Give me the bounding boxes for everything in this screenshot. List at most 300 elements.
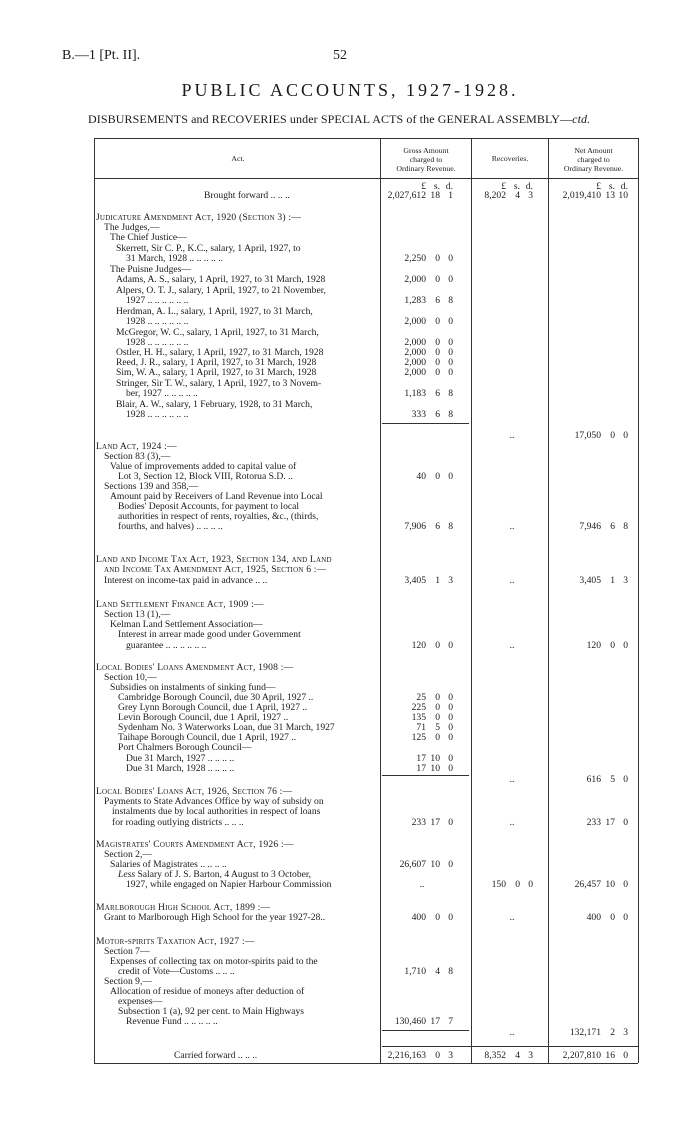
total-rule-top [382, 1046, 638, 1047]
gross-amount-pence: 0 [448, 732, 453, 743]
gross-amount-shillings: 6 [435, 388, 440, 399]
table-row [96, 389, 636, 399]
table-row [96, 787, 636, 797]
table-row [96, 880, 636, 890]
gross-amount-shillings: 0 [435, 712, 440, 723]
gross-amount [382, 818, 453, 828]
act-heading: Magistrates' Courts Amendment Act, 1926 :— [96, 840, 294, 850]
table-row [96, 244, 636, 254]
net-amount-pence: 0 [623, 912, 628, 923]
net-amount-shillings: 6 [610, 521, 615, 532]
gross-amount-pounds: 26,607 [399, 859, 426, 870]
gross-amount-pounds: 17 [416, 753, 426, 764]
gross-amount-pounds: 17 [416, 763, 426, 774]
table-row [96, 565, 636, 575]
column-header-net [549, 146, 638, 173]
row-description: fourths, and halves) .. .. .. .. [118, 522, 223, 532]
table-row [96, 522, 636, 532]
row-description: Value of improvements added to capital value of [110, 462, 297, 472]
gross-amount-shillings: 6 [435, 521, 440, 532]
units-recoveries: £ s. d. [501, 181, 533, 192]
gross-amount-pounds: 2,216,163 [387, 1050, 426, 1061]
act-heading: and Income Tax Amendment Act, 1925, Section 6 :— [104, 565, 327, 575]
gross-amount-pence: 7 [448, 1016, 453, 1027]
table-row [96, 977, 636, 987]
net-header-line2: charged to [577, 155, 610, 164]
gross-amount-pence: 8 [448, 409, 453, 420]
gross-amount-pence: 0 [448, 367, 453, 378]
gross-amount-shillings: 10 [430, 753, 440, 764]
table-row [96, 286, 636, 296]
table-row [96, 913, 636, 923]
net-amount-pounds: 2,207,810 [562, 1050, 601, 1061]
gross-amount-pence: 3 [448, 575, 453, 586]
table-row [96, 775, 636, 785]
table-row [96, 641, 636, 651]
table-row [96, 296, 636, 306]
net-amount-shillings: 2 [610, 1027, 615, 1038]
row-description: Revenue Fund .. .. .. .. .. [126, 1017, 218, 1027]
table-row [96, 307, 636, 317]
gross-amount [382, 410, 453, 420]
table-row [96, 338, 636, 348]
gross-amount [382, 275, 453, 285]
table-row [96, 860, 636, 870]
table-row [96, 713, 636, 723]
net-amount [557, 775, 628, 785]
net-amount-pounds: 616 [586, 774, 601, 785]
gross-amount [382, 296, 453, 306]
gross-amount-pounds: 1,183 [404, 388, 426, 399]
table-row [96, 610, 636, 620]
gross-amount-pence: 0 [448, 274, 453, 285]
net-amount-shillings: 1 [610, 575, 615, 586]
gross-amount-pence: 0 [448, 316, 453, 327]
table-row [96, 967, 636, 977]
table-row [96, 840, 636, 850]
table-row [96, 807, 636, 817]
gross-amount-pence: 8 [448, 966, 453, 977]
gross-amount-pounds: 333 [411, 409, 426, 420]
net-amount-pence: 0 [623, 774, 628, 785]
table-row [96, 512, 636, 522]
row-description: Due 31 March, 1927 .. .. .. .. [126, 754, 235, 764]
gross-amount-pence: 0 [448, 763, 453, 774]
net-amount-pence: 0 [623, 879, 628, 890]
gross-amount-pounds: 2,000 [404, 367, 426, 378]
table-row [96, 410, 636, 420]
recoveries-blank: .. [509, 1027, 515, 1038]
row-description: Levin Borough Council, due 1 April, 1927 .. [118, 713, 289, 723]
gross-amount-pounds: 40 [416, 471, 426, 482]
row-description: Cambridge Borough Council, due 30 April, 1927 .. [118, 693, 314, 703]
gross-amount [382, 317, 453, 327]
row-description: Taihape Borough Council, due 1 April, 1927 .. [118, 733, 297, 743]
recoveries-amount-pence: 3 [528, 1050, 533, 1061]
row-description: Allocation of residue of moneys after deduction of [110, 987, 305, 997]
table-row [96, 1051, 636, 1061]
recoveries-blank: .. [509, 640, 515, 651]
net-amount-pounds: 400 [586, 912, 601, 923]
gross-amount-pence: 0 [448, 347, 453, 358]
header-bottom-rule [94, 178, 638, 179]
row-description: authorities in respect of rents, royalties, &c., (thirds, [118, 512, 319, 522]
net-amount-pounds: 233 [586, 817, 601, 828]
table-row [96, 275, 636, 285]
net-header-line3: Ordinary Revenue. [563, 164, 624, 173]
net-amount-pence: 8 [623, 521, 628, 532]
row-description: Expenses of collecting tax on motor-spirits paid to the [110, 957, 318, 967]
row-description: instalments due by local authorities in respect of loans [112, 807, 321, 817]
table-row [96, 683, 636, 693]
gross-amount-pence: 0 [448, 817, 453, 828]
recoveries-amount-pence: 3 [528, 190, 533, 201]
row-description: Section 13 (1),— [104, 610, 171, 620]
table-row [96, 358, 636, 368]
gross-amount-shillings: 0 [435, 640, 440, 651]
gross-amount-pence: 0 [448, 337, 453, 348]
table-row [96, 1007, 636, 1017]
net-amount-pounds: 26,457 [574, 879, 601, 890]
row-description: Bodies' Deposit Accounts, for payment to local [118, 502, 300, 512]
gross-amount-pounds: 400 [411, 912, 426, 923]
row-description: Carried forward .. .. .. [174, 1051, 258, 1061]
net-amount-shillings: 0 [610, 640, 615, 651]
gross-amount [382, 389, 453, 399]
gross-amount-shillings: 18 [430, 190, 440, 201]
net-amount-pence: 3 [623, 575, 628, 586]
gross-amount-pence: 0 [448, 753, 453, 764]
row-description: Herdman, A. L., salary, 1 April, 1927, to 31 March, [116, 307, 313, 317]
gross-amount-shillings: 0 [435, 274, 440, 285]
table-row [96, 452, 636, 462]
row-description: 1927, while engaged on Napier Harbour Commission [126, 880, 332, 890]
gross-blank: .. [419, 879, 425, 890]
net-amount [557, 431, 628, 441]
gross-amount-pence: 0 [448, 692, 453, 703]
gross-amount-pounds: 135 [411, 712, 426, 723]
gross-amount-pence: 0 [448, 702, 453, 713]
gross-amount-pounds: 1,710 [404, 966, 426, 977]
table-row [96, 472, 636, 482]
row-description: ber, 1927 .. .. .. .. .. [126, 389, 198, 399]
gross-amount-pounds: 71 [416, 722, 426, 733]
table-row [96, 630, 636, 640]
gross-amount [382, 967, 453, 977]
gross-amount-pounds: 130,460 [394, 1016, 426, 1027]
table-row [96, 850, 636, 860]
table-row [96, 317, 636, 327]
net-amount [557, 576, 628, 586]
subtotal-rule-gross-1 [382, 423, 469, 424]
table-row [96, 764, 636, 774]
table-row [96, 223, 636, 233]
gross-amount-shillings: 1 [435, 575, 440, 586]
net-amount-pounds: 132,171 [569, 1027, 601, 1038]
recoveries-blank: .. [509, 817, 515, 828]
net-amount-pence: 0 [623, 640, 628, 651]
net-amount-pounds: 120 [586, 640, 601, 651]
right-border [638, 138, 639, 1063]
gross-amount [382, 764, 453, 774]
row-description: 1928 .. .. .. .. .. .. [126, 410, 189, 420]
table-row [96, 600, 636, 610]
table-row [96, 492, 636, 502]
table-row [96, 723, 636, 733]
row-description: Subsection 1 (a), 92 per cent. to Main Highways [118, 1007, 304, 1017]
gross-amount-pounds: 25 [416, 692, 426, 703]
gross-amount-pence: 3 [448, 1050, 453, 1061]
net-amount-pence: 10 [618, 190, 628, 201]
recoveries-blank: .. [509, 521, 515, 532]
gross-amount-pounds: 225 [411, 702, 426, 713]
table-row [96, 1017, 636, 1027]
table-row [96, 555, 636, 565]
table-row [96, 233, 636, 243]
act-heading: Local Bodies' Loans Amendment Act, 1908 :— [96, 663, 294, 673]
recoveries-amount-pence: 0 [528, 879, 533, 890]
gross-amount-pounds: 3,405 [404, 575, 426, 586]
gross-amount-shillings: 0 [435, 357, 440, 368]
gross-amount-pounds: 2,250 [404, 253, 426, 264]
row-description: Adams, A. S., salary, 1 April, 1927, to 31 March, 1928 [116, 275, 326, 285]
row-description: 31 March, 1928 .. .. .. .. .. [126, 254, 223, 264]
net-amount-pence: 0 [623, 817, 628, 828]
gross-amount-pounds: 7,906 [404, 521, 426, 532]
table-row [96, 673, 636, 683]
row-description: credit of Vote—Customs .. .. .. [118, 967, 235, 977]
table-row [96, 947, 636, 957]
gross-amount-shillings: 0 [435, 347, 440, 358]
net-amount-pence: 0 [623, 430, 628, 441]
gross-amount-shillings: 0 [435, 471, 440, 482]
row-description: Port Chalmers Borough Council— [118, 743, 252, 753]
act-heading: Judicature Amendment Act, 1920 (Section 3) :— [96, 213, 302, 223]
gross-amount-pence: 0 [448, 712, 453, 723]
recoveries-blank: .. [509, 575, 515, 586]
recoveries-blank: .. [509, 774, 515, 785]
table-row [96, 870, 636, 880]
row-description: Alpers, O. T. J., salary, 1 April, 1927, to 21 November, [116, 286, 326, 296]
table-row [96, 462, 636, 472]
row-description: Section 83 (3),— [104, 452, 171, 462]
act-heading: Motor-spirits Taxation Act, 1927 :— [96, 937, 255, 947]
recoveries-amount [462, 1051, 533, 1061]
table-row [96, 733, 636, 743]
row-description: Ostler, H. H., salary, 1 April, 1927, to 31 March, 1928 [116, 348, 324, 358]
act-heading: Land Settlement Finance Act, 1909 :— [96, 600, 264, 610]
net-amount-pounds: 7,946 [579, 521, 601, 532]
header-left: B.—1 [Pt. II]. [62, 48, 141, 63]
row-description: guarantee .. .. .. .. .. .. [126, 641, 207, 651]
net-amount-shillings: 16 [605, 1050, 615, 1061]
table-row [96, 442, 636, 452]
subtitle-main: DISBURSEMENTS and RECOVERIES under SPECIAL ACTS of the GENERAL ASSEMBLY— [88, 112, 573, 126]
row-description: Interest on income-tax paid in advance .. .. [104, 576, 268, 586]
net-amount-pounds: 3,405 [579, 575, 601, 586]
table-row [96, 328, 636, 338]
gross-amount-shillings: 10 [430, 859, 440, 870]
gross-amount-pounds: 1,283 [404, 295, 426, 306]
gross-amount-pounds: 233 [411, 817, 426, 828]
net-amount-shillings: 13 [605, 190, 615, 201]
act-heading: Land Act, 1924 :— [96, 442, 177, 452]
page-subtitle [88, 112, 648, 127]
gross-header-line2: charged to [409, 155, 443, 164]
gross-amount-pounds: 2,000 [404, 347, 426, 358]
gross-amount [382, 368, 453, 378]
recoveries-amount-pounds: 150 [491, 879, 506, 890]
table-row [96, 1028, 636, 1038]
row-description: Brought forward .. .. .. [204, 191, 290, 201]
row-description: Payments to State Advances Office by way of subsidy on [104, 797, 324, 807]
page-title: PUBLIC ACCOUNTS, 1927-1928. [181, 80, 519, 100]
row-description: Stringer, Sir T. W., salary, 1 April, 1927, to 3 Novem- [116, 379, 322, 389]
gross-amount-shillings: 6 [435, 409, 440, 420]
act-heading: Land and Income Tax Act, 1923, Section 134, and Land [96, 555, 332, 565]
table-row [96, 265, 636, 275]
gross-amount-shillings: 0 [435, 337, 440, 348]
table-row [96, 987, 636, 997]
table-row [96, 576, 636, 586]
gross-amount [382, 860, 453, 870]
row-description: The Judges,— [104, 223, 160, 233]
net-amount [557, 1051, 628, 1061]
recoveries-amount-pounds: 8,202 [484, 190, 506, 201]
gross-amount-shillings: 0 [435, 316, 440, 327]
row-description: Interest in arrear made good under Government [118, 630, 301, 640]
gross-amount-pence: 0 [448, 357, 453, 368]
row-description: Sim, W. A., salary, 1 April, 1927, to 31 March, 1928 [116, 368, 317, 378]
column-header-gross [381, 146, 471, 173]
row-description: Sections 139 and 358,— [104, 482, 199, 492]
left-border [94, 138, 95, 1063]
table-row [96, 400, 636, 410]
net-amount-pence: 0 [623, 1050, 628, 1061]
gross-amount-shillings: 0 [435, 732, 440, 743]
gross-header-line1: Gross Amount [403, 146, 449, 155]
row-description: Salaries of Magistrates .. .. .. .. [110, 860, 227, 870]
row-description: Due 31 March, 1928 .. .. .. .. [126, 764, 235, 774]
gross-amount-shillings: 17 [430, 817, 440, 828]
gross-amount [382, 254, 453, 264]
table-bottom-rule [94, 1063, 638, 1064]
row-description: 1928 .. .. .. .. .. .. [126, 317, 189, 327]
net-amount [557, 522, 628, 532]
gross-amount [382, 1017, 453, 1027]
gross-amount-pence: 8 [448, 388, 453, 399]
row-description: Skerrett, Sir C. P., K.C., salary, 1 April, 1927, to [116, 244, 301, 254]
gross-amount-shillings: 5 [435, 722, 440, 733]
table-row [96, 693, 636, 703]
recoveries-amount-shillings: 0 [515, 879, 520, 890]
gross-amount-pounds: 120 [411, 640, 426, 651]
subtitle-ctd: ctd. [572, 112, 591, 126]
gross-amount [382, 733, 453, 743]
table-row [96, 379, 636, 389]
recoveries-amount-pounds: 8,352 [484, 1050, 506, 1061]
gross-amount-pence: 8 [448, 295, 453, 306]
gross-amount [382, 913, 453, 923]
row-description: Section 2,— [104, 850, 152, 860]
gross-amount-shillings: 0 [435, 253, 440, 264]
row-description: for roading outlying districts .. .. .. [112, 818, 244, 828]
gross-amount-pence: 8 [448, 521, 453, 532]
row-description: Grey Lynn Borough Council, due 1 April, 1927 .. [118, 703, 308, 713]
row-description: Lot 3, Section 12, Block VIII, Rotorua S.D. .. [118, 472, 293, 482]
row-description: Section 7— [104, 947, 150, 957]
net-amount-pence: 3 [623, 1027, 628, 1038]
gross-amount-shillings: 0 [435, 692, 440, 703]
gross-amount-pence: 0 [448, 722, 453, 733]
table-row [96, 937, 636, 947]
row-description: Less Salary of J. S. Barton, 4 August to 3 October, [118, 870, 312, 880]
gross-amount-shillings: 0 [435, 1050, 440, 1061]
gross-amount-shillings: 0 [435, 702, 440, 713]
gross-amount-pence: 0 [448, 640, 453, 651]
row-description: Sydenham No. 3 Waterworks Loan, due 31 March, 1927 [118, 723, 335, 733]
gross-amount-pence: 1 [448, 190, 453, 201]
row-description: 1928 .. .. .. .. .. .. [126, 338, 189, 348]
row-description: expenses— [118, 997, 163, 1007]
table-row [96, 743, 636, 753]
row-description: 1927 .. .. .. .. .. .. [126, 296, 189, 306]
recoveries-blank: .. [509, 912, 515, 923]
table-row [96, 368, 636, 378]
gross-amount-pence: 0 [448, 859, 453, 870]
gross-amount [382, 576, 453, 586]
row-description: Amount paid by Receivers of Land Revenue into Local [110, 492, 323, 502]
gross-amount [382, 472, 453, 482]
gross-amount-pounds: 2,000 [404, 357, 426, 368]
row-description: Kelman Land Settlement Association— [110, 620, 263, 630]
gross-amount-shillings: 6 [435, 295, 440, 306]
recoveries-blank: .. [509, 430, 515, 441]
row-description: The Puisne Judges— [110, 265, 192, 275]
net-amount [557, 880, 628, 890]
gross-amount-pence: 0 [448, 912, 453, 923]
gross-amount-pence: 0 [448, 253, 453, 264]
net-amount [557, 818, 628, 828]
column-header-act: Act. [231, 154, 245, 163]
gross-amount-pounds: 2,000 [404, 274, 426, 285]
act-heading: Marlborough High School Act, 1899 :— [96, 903, 271, 913]
row-description: Blair, A. W., salary, 1 February, 1928, to 31 March, [116, 400, 313, 410]
row-description: McGregor, W. C., salary, 1 April, 1927, to 31 March, [116, 328, 319, 338]
recoveries-amount-shillings: 4 [515, 190, 520, 201]
table-row [96, 997, 636, 1007]
net-amount-shillings: 5 [610, 774, 615, 785]
column-header-recoveries: Recoveries. [491, 154, 529, 163]
recoveries-amount-shillings: 4 [515, 1050, 520, 1061]
gross-amount-shillings: 0 [435, 367, 440, 378]
gross-amount [382, 641, 453, 651]
table-row [96, 191, 636, 201]
table-row [96, 620, 636, 630]
table-row [96, 957, 636, 967]
gross-amount-pounds: 2,000 [404, 337, 426, 348]
gross-amount-shillings: 17 [430, 1016, 440, 1027]
net-header-line1: Net Amount [574, 146, 613, 155]
gross-amount [382, 522, 453, 532]
row-description: Section 10,— [104, 673, 157, 683]
table-row [96, 703, 636, 713]
net-amount-shillings: 17 [605, 817, 615, 828]
gross-amount-pounds: 125 [411, 732, 426, 743]
table-row [96, 254, 636, 264]
gross-amount [382, 1051, 453, 1061]
gross-amount [382, 191, 453, 201]
